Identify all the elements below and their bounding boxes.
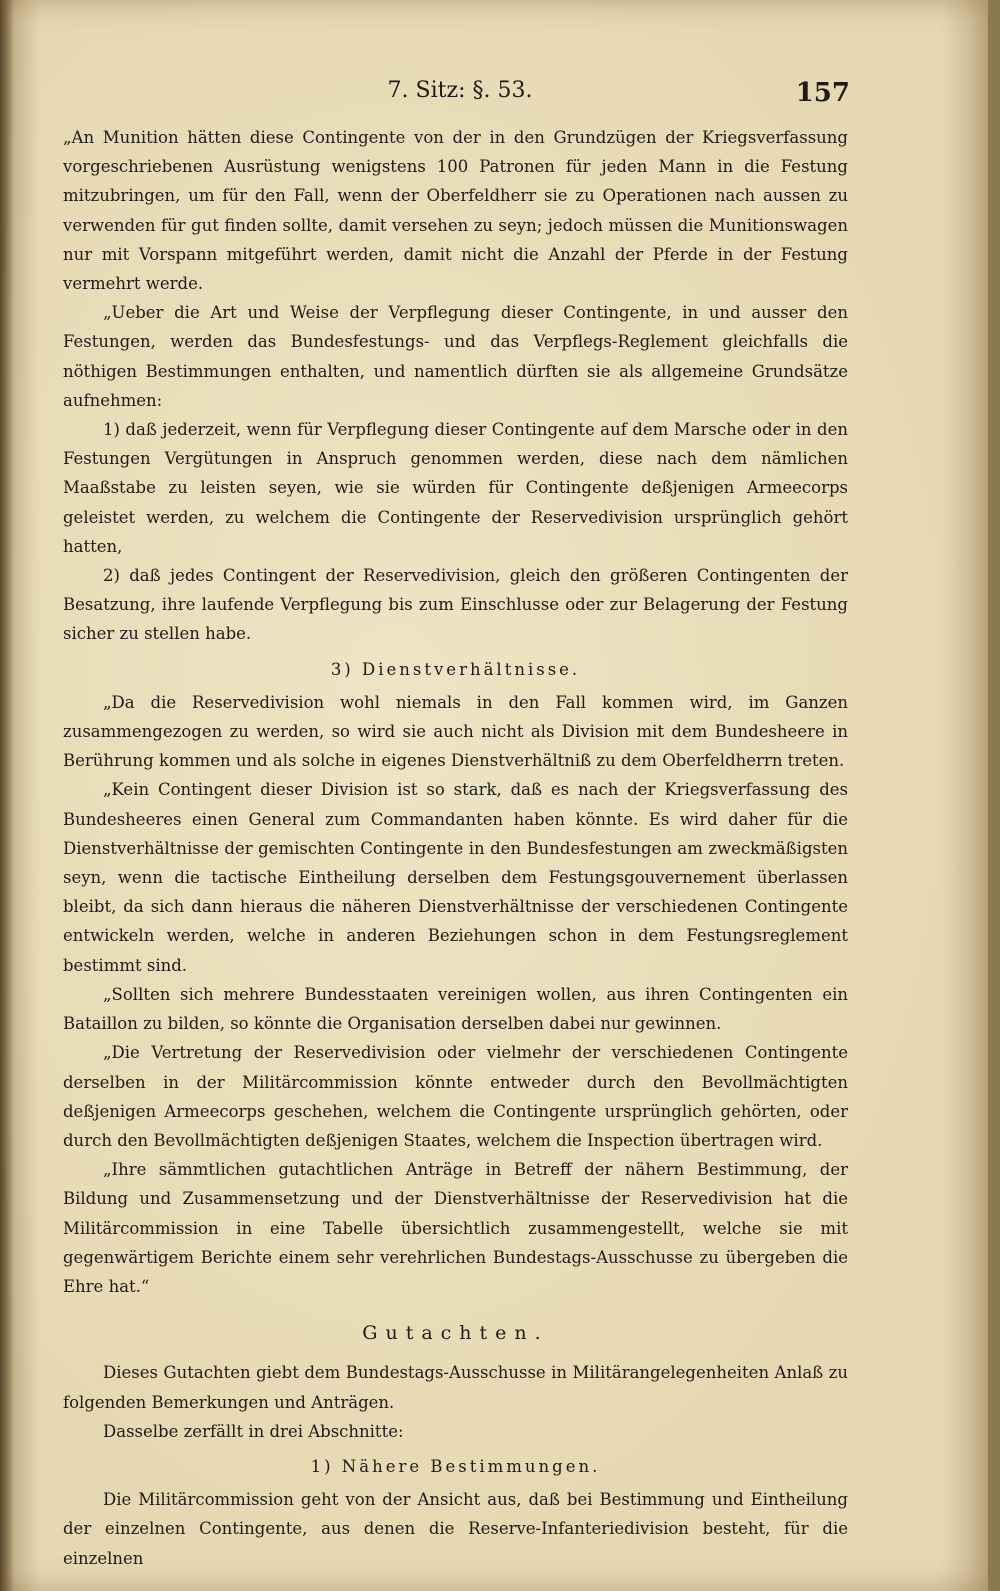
paragraph-vertretung: „Die Vertretung der Reservedivision oder vielmehr der verschiedenen Contingente derselben in der Militärcommission könnte entweder durch den Bevollmächtigten deßjenigen Armeecorps geschehen, welchem die Contingente ursprünglich gehörten, oder durch den Bevollmächtigten deßjenigen Staates, welchem die Inspection übertragen wird.	[63, 1043, 848, 1150]
paragraph-antraege: „Ihre sämmtlichen gutachtlichen Anträge in Betreff der nähern Bestimmung, der Bildung und Zusammensetzung und der Dienstverhältnisse der Reservedivision hat die Militärcommission in eine Tabelle übersichtlich zusammengestellt, welche sie mit gegenwärtigem Berichte einem sehr verehrlichen Bundestags-Ausschusse zu übergeben die Ehre hat.“	[63, 1160, 848, 1296]
paragraph-kein-contingent: „Kein Contingent dieser Division ist so stark, daß es nach der Kriegsverfassung des Bundesheeres einen General zum Commandanten haben könnte. Es wird daher für die Dienstverhältnisse der gemischten Contingente in den Bundesfestungen am zweckmäßigsten seyn, wenn die tactische Eintheilung derselben dem Festungsgouvernement überlassen bleibt, da sich dann hieraus die näheren Dienstverhältnisse der verschiedenen Contingente entwickeln werden, welche in anderen Beziehungen schon in dem Festungsreglement bestimmt sind.	[63, 780, 848, 975]
paragraph-point-1: 1) daß jederzeit, wenn für Verpflegung dieser Contingente auf dem Marsche oder in den Festungen Vergütungen in Anspruch genommen werden, diese nach dem nämlichen Maaßstabe zu leisten seyen, wie sie würden für Contingente deßjenigen Armeecorps geleistet werden, zu welchem die Contingente der Reservedivision ursprünglich gehört hatten,	[63, 420, 848, 556]
body-text	[63, 123, 848, 1573]
paragraph-bundesstaaten: „Sollten sich mehrere Bundesstaaten vereinigen wollen, aus ihren Contingenten ein Bataillon zu bilden, so könnte die Organisation derselben dabei nur gewinnen.	[63, 984, 848, 1034]
section-heading-naehere-bestimmungen: 1) Nähere Bestimmungen.	[310, 1456, 601, 1476]
paragraph-abschnitte: Dasselbe zerfällt in drei Abschnitte:	[103, 1421, 404, 1441]
paragraph-verpflegung: „Ueber die Art und Weise der Verpflegung dieser Contingente, in und ausser den Festungen, werden das Bundesfestungs- und das Verpflegs-Reglement gleichfalls die nöthigen Bestimmungen enthalten, und namentlich dürften sie als allgemeine Grundsätze aufnehmen:	[63, 303, 848, 410]
page-binding-edge	[0, 0, 14, 1591]
section-heading-gutachten: Gutachten.	[362, 1322, 549, 1345]
paragraph-point-2: 2) daß jedes Contingent der Reservedivision, gleich den größeren Contingenten der Besatzung, ihre laufende Verpflegung bis zum Einschlusse oder zur Belagerung der Festung sicher zu stellen habe.	[63, 566, 848, 644]
page-number: 157	[795, 78, 850, 108]
section-heading-dienstverhaeltnisse: 3) Dienstverhältnisse.	[330, 659, 581, 679]
paragraph-munition: „An Munition hätten diese Contingente von der in den Grundzügen der Kriegsverfassung vorgeschriebenen Ausrüstung wenigstens 100 Patronen für jeden Mann in die Festung mitzubringen, um für den Fall, wenn der Oberfeldherr sie zu Operationen nach aussen zu verwenden für gut finden sollte, damit versehen zu seyn; jedoch müssen die Munitionswagen nur mit Vorspann mitgeführt werden, damit nicht die Anzahl der Pferde in der Festung vermehrt werde.	[63, 128, 848, 294]
paragraph-reservedivision: „Da die Reservedivision wohl niemals in den Fall kommen wird, im Ganzen zusammengezogen zu werden, so wird sie auch nicht als Division mit dem Bundesheere in Berührung kommen und als solche in eigenes Dienstverhältniß zu dem Oberfeldherrn treten.	[63, 692, 848, 771]
paragraph-gutachten-intro: Dieses Gutachten giebt dem Bundestags-Ausschusse in Militärangelegenheiten Anlaß zu folgenden Bemerkungen und Anträgen.	[63, 1363, 848, 1412]
running-header: 7. Sitz: §. 53.	[387, 78, 533, 103]
paragraph-militaercommission: Die Militärcommission geht von der Ansicht aus, daß bei Bestimmung und Eintheilung der einzelnen Contingente, aus denen die Reserve-Infanteriedivision besteht, für die einzelnen	[63, 1490, 848, 1568]
